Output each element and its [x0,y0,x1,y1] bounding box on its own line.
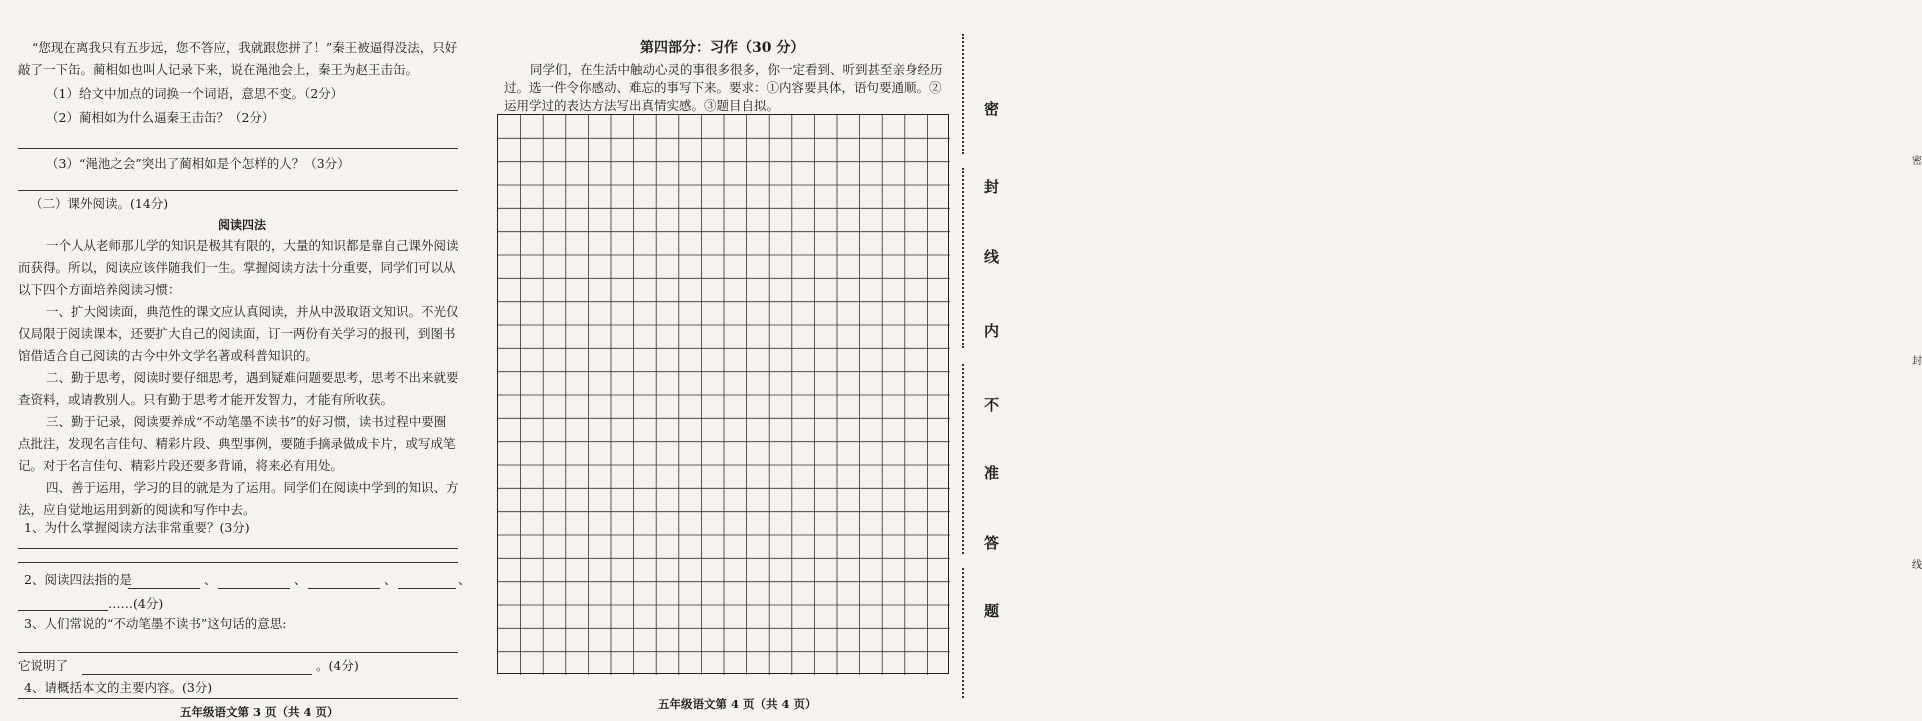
page-footer: 五年级语文第 3 页（共 4 页） [180,705,339,719]
section-heading: 第四部分：习作（30 分） [640,40,805,56]
binding-char: 答 [984,534,1000,552]
passage-line: 馆借适合自己阅读的古今中外文学名著或科普知识的。 [18,348,319,363]
blank-6[interactable] [82,674,312,675]
question-2-1: 1、为什么掌握阅读方法非常重要？(3分) [24,520,250,535]
question-1-3: （3）“渑池之会”突出了蔺相如是个怎样的人？（3分） [46,156,350,171]
seal-line [962,34,964,154]
question-1-1: （1）给文中加点的词换一个词语，意思不变。（2分） [46,86,344,101]
binding-char: 不 [984,396,1000,414]
answer-line[interactable] [18,652,458,653]
passage-line: 一、扩大阅读面，典范性的课文应认真阅读，并从中汲取语文知识。不光仅 [46,304,459,319]
passage-line: 点批注，发现名言佳句、精彩片段、典型事例，要随手摘录做成卡片，或写成笔 [18,436,456,451]
separator: 、 [384,572,397,587]
binding-char: 密 [984,100,1000,118]
answer-line[interactable] [18,562,458,563]
points: 。(4分) [316,658,359,673]
passage-line: 法，应自觉地运用到新的阅读和写作中去。 [18,502,256,517]
passage-line: 二、勤于思考，阅读时要仔细思考，遇到疑难问题要思考，思考不出来就要 [46,370,459,385]
binding-char: 封 [984,178,1000,196]
blank-3[interactable] [308,588,380,589]
seal-line [962,168,964,348]
seal-line [962,568,964,698]
passage-line: 而获得。所以，阅读应该伴随我们一生。掌握阅读方法十分重要，同学们可以从 [18,260,456,275]
passage-line: 敲了一下缶。蔺相如也叫人记录下来，说在渑池会上，秦王为赵王击缶。 [18,62,419,77]
question-1-2: （2）蔺相如为什么逼秦王击缶？（2分） [46,110,275,125]
grid-lines [498,115,950,675]
section-heading: （二）课外阅读。(14分) [30,196,169,211]
separator: 、 [204,572,217,587]
seal-mark: 线 [1912,560,1922,571]
blank-5[interactable] [18,610,108,611]
question-2-4: 4、请概括本文的主要内容。(3分) [24,680,213,695]
passage-line: 查资料，或请教别人。只有勤于思考才能开发智力，才能有所收获。 [18,392,394,407]
composition-grid[interactable] [497,114,949,674]
prompt-line: 同学们，在生活中触动心灵的事很多很多，你一定看到、听到甚至亲身经历 [530,62,943,77]
passage-line: 一个人从老师那儿学的知识是极其有限的，大量的知识都是靠自己课外阅读 [46,238,459,253]
reading-title: 阅读四法 [218,218,267,232]
separator: 、 [458,572,471,587]
left-page [0,0,480,721]
blank-1[interactable] [128,588,200,589]
binding-char: 准 [984,464,1000,482]
page-footer: 五年级语文第 4 页（共 4 页） [658,697,817,711]
passage-line: 四、善于运用，学习的目的就是为了运用。同学们在阅读中学到的知识、方 [46,480,459,495]
seal-mark: 密 [1912,156,1922,167]
prompt-line: 运用学过的表达方法写出真情实感。③题目自拟。 [504,98,780,113]
answer-line[interactable] [18,548,458,549]
binding-char: 内 [984,322,1000,340]
passage-line: 以下四个方面培养阅读习惯： [18,282,181,297]
binding-char: 线 [984,248,1000,266]
blank-4[interactable] [398,588,456,589]
passage-line: “您现在离我只有五步远，您不答应，我就跟您拼了！”秦王被逼得没法，只好 [32,40,458,55]
question-2-3-b: 它说明了 [18,658,69,673]
question-2-2: 2、阅读四法指的是 [24,572,132,587]
passage-line: 记。对于名言佳句、精彩片段还要多背诵，将来必有用处。 [18,458,344,473]
seal-line [962,364,964,554]
separator: 、 [294,572,307,587]
answer-line[interactable] [18,190,458,191]
answer-line[interactable] [18,698,458,699]
question-2-3: 3、人们常说的“不动笔墨不读书”这句话的意思: [24,616,287,631]
binding-char: 题 [984,602,1000,620]
seal-mark: 封 [1912,356,1922,367]
blank-2[interactable] [218,588,290,589]
passage-line: 仅局限于阅读课本，还要扩大自己的阅读面，订一两份有关学习的报刊，到图书 [18,326,456,341]
passage-line: 三、勤于记录，阅读要养成“不动笔墨不读书”的好习惯，读书过程中要圈 [46,414,447,429]
points: ……(4分) [108,596,164,611]
prompt-line: 过。选一件令你感动、难忘的事写下来。要求：①内容要具体，语句要通顺。② [504,80,942,95]
answer-line[interactable] [18,148,458,149]
